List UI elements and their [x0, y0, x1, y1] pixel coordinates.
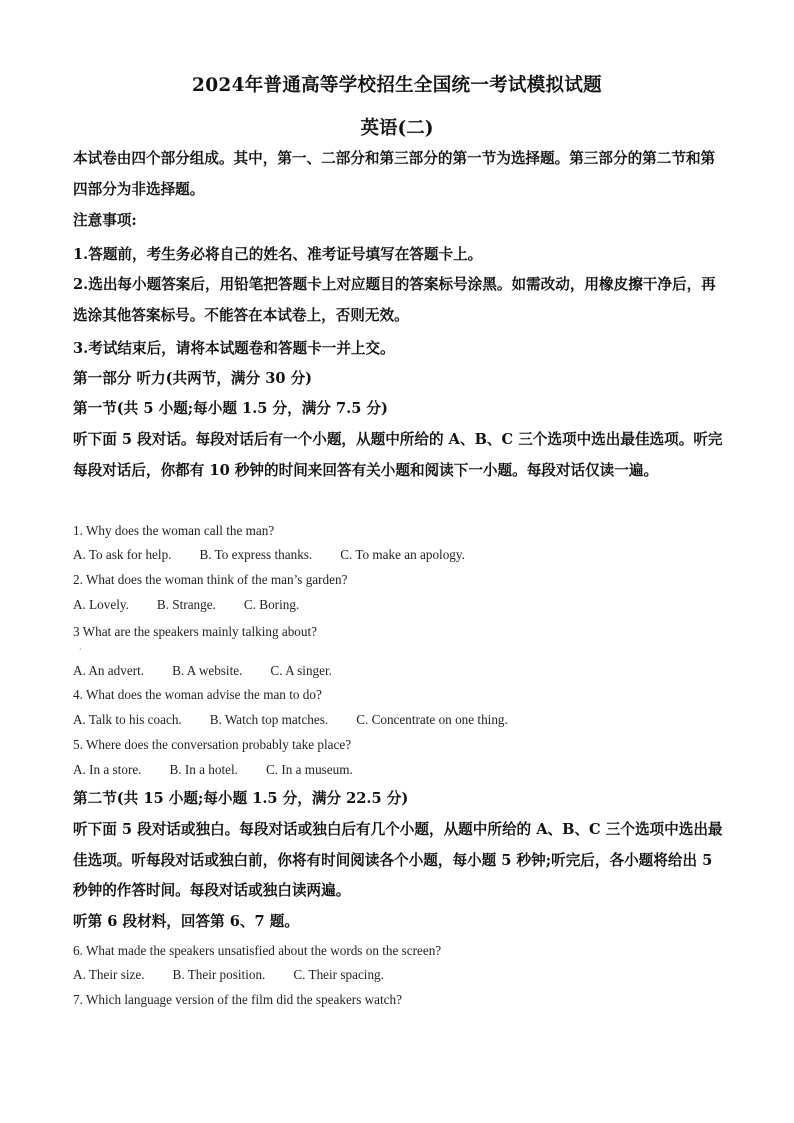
question-text: 3 What are the speakers mainly talking about? [73, 624, 318, 639]
option: A. To ask for help. [73, 547, 172, 562]
option: B. Watch top matches. [209, 712, 329, 727]
part1-heading: 第一部分 听力(共两节，满分 30 分) [73, 370, 313, 387]
question-text: 4. What does the woman advise the man to do? [73, 687, 322, 702]
question-options [73, 546, 723, 564]
option: C. Concentrate on one thing. [356, 712, 508, 727]
page-title: 2024年普通高等学校招生全国统一考试模拟试题 [192, 75, 602, 96]
option: B. To express thanks. [199, 547, 313, 562]
question-text: 6. What made the speakers unsatisfied about the words on the screen? [73, 943, 442, 958]
question-options [73, 761, 723, 779]
option: C. A singer. [270, 663, 332, 678]
option: A. Their size. [73, 967, 145, 982]
option: B. In a hotel. [169, 762, 238, 777]
option: C. Their spacing. [293, 967, 384, 982]
section2-instructions: 听下面 5 段对话或独白。每段对话或独白后有几个小题，从题中所给的 A、B、C 三个选项中选出最佳选项。听每段对话或独白前，你将有时间阅读各个小题，每小题 5 秒钟;听完后，各小题将给出 5 秒钟的作答时间。每段对话或独白读两遍。 [73, 821, 723, 899]
question-options [73, 966, 723, 984]
option: B. Strange. [156, 597, 216, 612]
option: C. In a museum. [265, 762, 353, 777]
question-text: 5. Where does the conversation probably take place? [73, 737, 352, 752]
notice-item: 2.选出每小题答案后，用铅笔把答题卡上对应题目的答案标号涂黑。如需改动，用橡皮擦干净后，再选涂其他答案标号。不能答在本试卷上，否则无效。 [73, 276, 716, 324]
question-text: 7. Which language version of the film did the speakers watch? [73, 992, 402, 1007]
notice-heading: 注意事项: [73, 212, 137, 229]
option: B. A website. [172, 663, 243, 678]
question-options [73, 596, 723, 614]
intro-paragraph: 本试卷由四个部分组成。其中，第一、二部分和第三部分的第一节为选择题。第三部分的第二节和第四部分为非选择题。 [73, 150, 716, 198]
notice-item: 1.答题前，考生务必将自己的姓名、准考证号填写在答题卡上。 [73, 246, 483, 263]
option: A. An advert. [73, 663, 145, 678]
option: C. Boring. [243, 597, 300, 612]
page-subtitle: 英语(二) [360, 118, 434, 139]
option: A. Lovely. [73, 597, 129, 612]
stray-dot: · [79, 645, 82, 654]
section1-instructions: 听下面 5 段对话。每段对话后有一个小题，从题中所给的 A、B、C 三个选项中选出最佳选项。听完每段对话后，你都有 10 秒钟的时间来回答有关小题和阅读下一小题。每段对话仅读一遍。 [73, 431, 723, 479]
notice-item: 3.考试结束后，请将本试题卷和答题卡一并上交。 [73, 340, 395, 357]
question-options [73, 662, 723, 680]
question-options [73, 711, 723, 729]
material-heading: 听第 6 段材料，回答第 6、7 题。 [73, 913, 299, 930]
option: B. Their position. [172, 967, 266, 982]
option: C. To make an apology. [340, 547, 465, 562]
section2-heading: 第二节(共 15 小题;每小题 1.5 分，满分 22.5 分) [73, 790, 409, 807]
question-text: 2. What does the woman think of the man’s garden? [73, 572, 348, 587]
question-text: 1. Why does the woman call the man? [73, 523, 275, 538]
option: A. In a store. [73, 762, 142, 777]
section1-heading: 第一节(共 5 小题;每小题 1.5 分，满分 7.5 分) [73, 400, 388, 417]
option: A. Talk to his coach. [73, 712, 182, 727]
